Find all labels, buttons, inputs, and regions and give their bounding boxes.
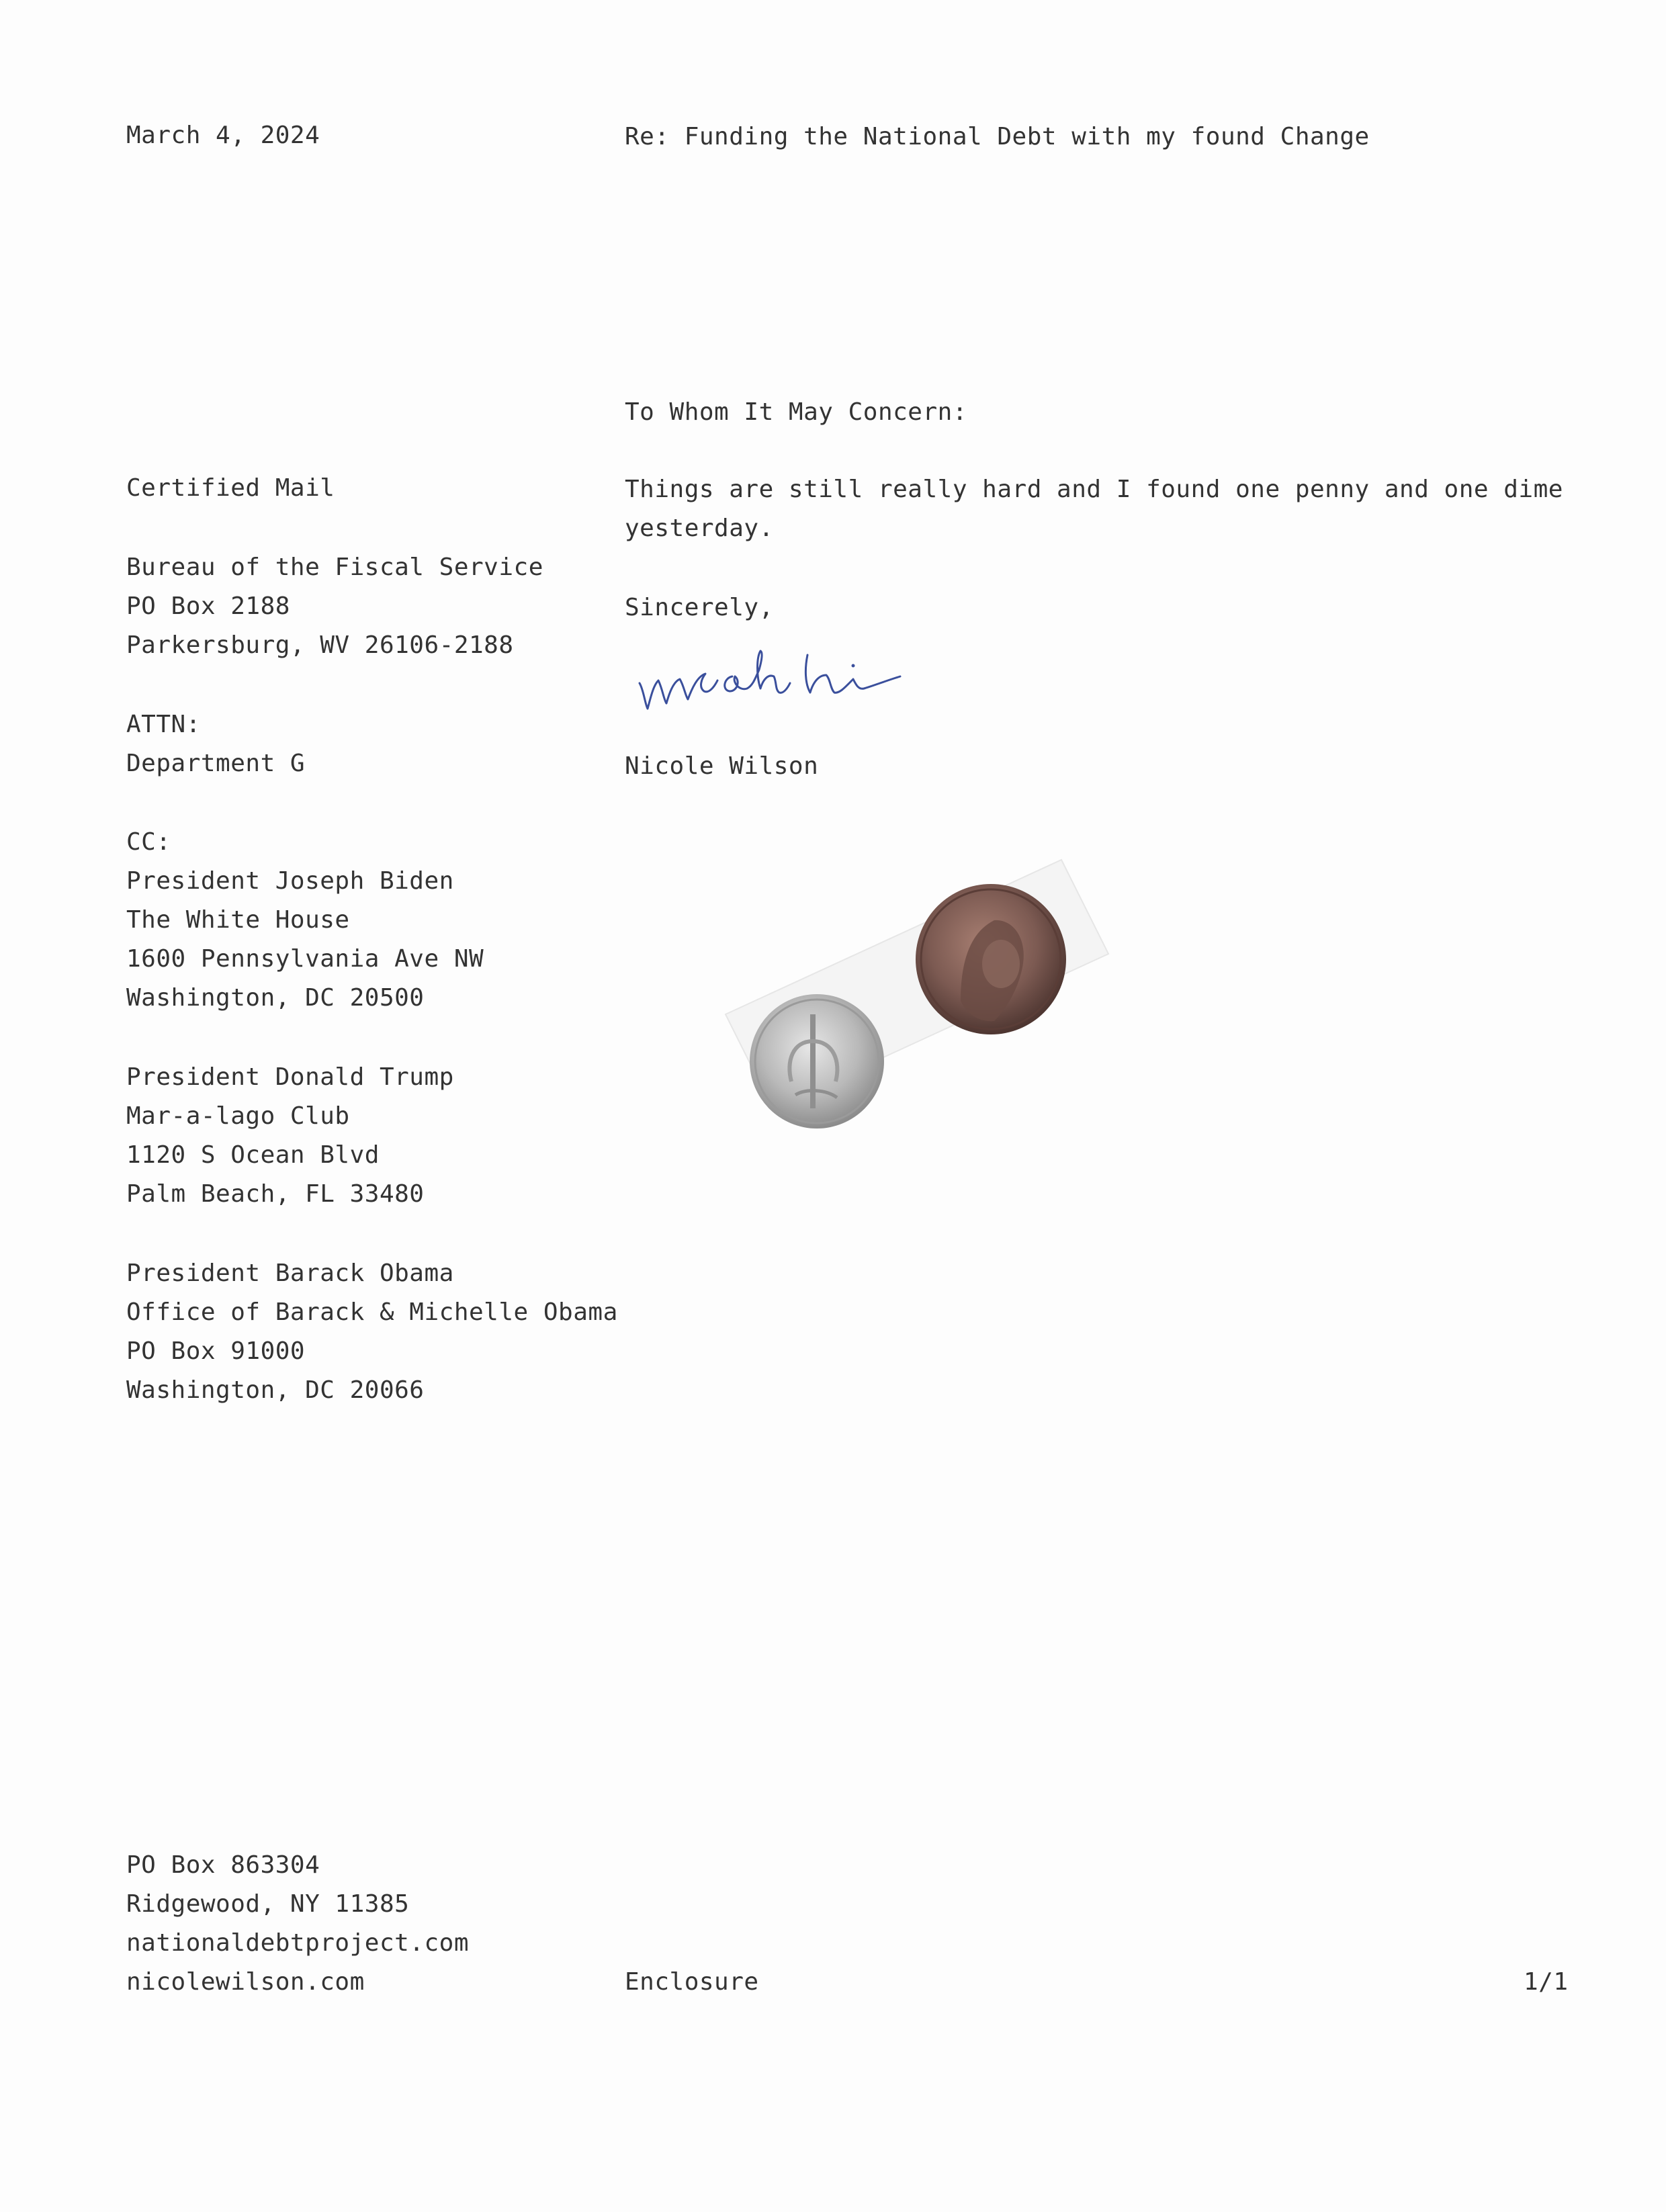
attn-department: Department G — [126, 750, 306, 777]
closing: Sincerely, — [625, 594, 774, 621]
mail-type: Certified Mail — [126, 474, 335, 502]
cc-line: PO Box 91000 — [126, 1337, 306, 1365]
coins-enclosure-image — [712, 840, 1115, 1162]
cc-line: Washington, DC 20066 — [126, 1376, 425, 1404]
letter-subject: Re: Funding the National Debt with my found Change — [625, 123, 1370, 150]
body-line: Things are still really hard and I found one penny and one dime — [625, 476, 1563, 503]
recipient-line: Bureau of the Fiscal Service — [126, 554, 543, 581]
cc-line: President Joseph Biden — [126, 867, 454, 895]
signature-image — [631, 642, 947, 715]
salutation: To Whom It May Concern: — [625, 398, 967, 426]
page-number: 1/1 — [1524, 1968, 1569, 1996]
cc-line: The White House — [126, 906, 350, 934]
sender-website: nicolewilson.com — [126, 1968, 365, 1996]
sender-line: Ridgewood, NY 11385 — [126, 1890, 410, 1918]
attn-label: ATTN: — [126, 711, 201, 738]
cc-line: 1120 S Ocean Blvd — [126, 1141, 380, 1169]
recipient-line: PO Box 2188 — [126, 592, 290, 620]
cc-line: President Barack Obama — [126, 1259, 454, 1287]
cc-line: 1600 Pennsylvania Ave NW — [126, 945, 484, 973]
cc-line: Mar-a-lago Club — [126, 1102, 350, 1130]
sender-line: PO Box 863304 — [126, 1851, 320, 1879]
cc-label: CC: — [126, 828, 171, 856]
dime-coin — [750, 994, 884, 1129]
cc-recipient-block — [126, 1058, 454, 1214]
cc-recipient-block — [126, 1254, 618, 1410]
enclosure-label: Enclosure — [625, 1968, 759, 1996]
cc-line: Palm Beach, FL 33480 — [126, 1180, 425, 1208]
sender-address — [126, 1846, 469, 2002]
sender-website: nationaldebtproject.com — [126, 1929, 469, 1957]
attn-block — [126, 705, 305, 783]
recipient-line: Parkersburg, WV 26106-2188 — [126, 631, 514, 659]
signer-name: Nicole Wilson — [625, 752, 819, 780]
letter-body — [625, 470, 1563, 548]
cc-line: Office of Barack & Michelle Obama — [126, 1298, 618, 1326]
cc-line: President Donald Trump — [126, 1063, 454, 1091]
cc-line: Washington, DC 20500 — [126, 984, 425, 1012]
recipient-address — [126, 548, 543, 665]
body-line: yesterday. — [625, 515, 774, 542]
cc-block — [126, 823, 484, 1018]
penny-coin — [916, 884, 1066, 1034]
letter-date: March 4, 2024 — [126, 122, 320, 149]
